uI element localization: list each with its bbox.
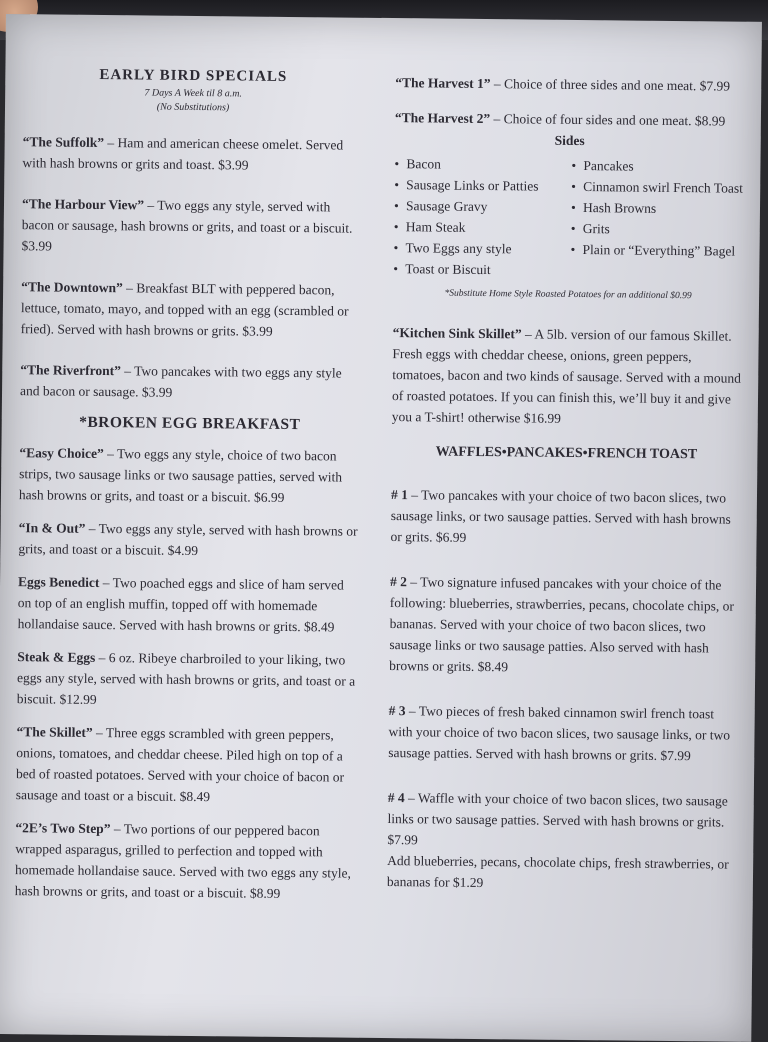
item-desc: – Two eggs any style, choice of two bacon strips, two sausage links or two sausage patties, served with hash browns or grits, and toast or a biscuit. $6.99 — [18, 446, 343, 505]
item-name: # 1 — [390, 487, 408, 503]
item-name: # 3 — [388, 703, 406, 719]
broken-egg-title: *BROKEN EGG BREAKFAST — [79, 413, 301, 434]
side-item: • Hash Browns — [571, 197, 744, 220]
menu-item — [388, 700, 739, 767]
side-item: • Plain or “Everything” Bagel — [570, 239, 743, 262]
menu-item — [18, 517, 358, 563]
item-name: “Easy Choice” — [19, 445, 104, 462]
item-name: “The Harbour View” — [21, 196, 145, 213]
sides-title: Sides — [554, 132, 585, 149]
menu-item — [21, 276, 362, 343]
side-item: • Sausage Links or Patties — [394, 174, 567, 197]
item-desc: – Two eggs any style, served with bacon or sausage, hash browns or grits, and toast or a biscuit. $3.99 — [21, 197, 353, 254]
menu-item — [19, 442, 360, 509]
right-column — [387, 72, 746, 896]
item-desc: – Breakfast BLT with peppered bacon, lettuce, tomato, mayo, and topped with an egg (scrambled or fried). Served with hash browns or grits. $3.99 — [20, 280, 349, 339]
early-bird-note: (No Substitutions) — [156, 101, 230, 114]
item-name: “The Downtown” — [21, 279, 123, 296]
side-item: • Two Eggs any style — [393, 237, 566, 260]
item-name: # 2 — [389, 574, 408, 590]
left-column — [15, 64, 364, 905]
menu-item — [395, 107, 745, 132]
item-desc: – Choice of three sides and one meat. $7.99 — [490, 76, 731, 94]
side-item: • Pancakes — [571, 155, 744, 178]
item-name: “The Riverfront” — [20, 362, 121, 379]
early-bird-title: EARLY BIRD SPECIALS — [99, 66, 288, 85]
sides-list — [393, 153, 744, 283]
item-desc: – Two eggs any style, served with hash browns or grits, and toast or a biscuit. $4.99 — [18, 520, 358, 559]
item-name: “The Harvest 2” — [394, 110, 491, 127]
item-desc: – Three eggs scrambled with green peppers, onions, tomatoes, and cheddar cheese. Piled high on top of a bed of roasted potatoes. Served with your choice of bacon or sausage and toast or a biscuit. $8.49 — [15, 724, 345, 805]
item-desc: – Ham and american cheese omelet. Served with hash browns or grits and toast. $3.99 — [22, 135, 344, 173]
item-desc: – Two portions of our peppered bacon wrapped asparagus, grilled to perfection and topped with homemade hollandaise sauce. Served with two eggs any style, hash browns or grits, and toast or a biscuit. $8.99 — [14, 821, 352, 901]
waffles-addon: Add blueberries, pecans, chocolate chips, fresh strawberries, or bananas for $1.29 — [386, 853, 729, 891]
side-item: • Ham Steak — [394, 216, 567, 239]
item-desc: – Two pancakes with two eggs any style and bacon or sausage. $3.99 — [19, 363, 342, 400]
sides-right-list — [570, 155, 744, 283]
menu-item — [390, 484, 741, 551]
item-name: “The Suffolk” — [22, 134, 105, 151]
menu-item — [387, 787, 738, 854]
item-name: “The Skillet” — [16, 724, 93, 740]
item-name: “The Harvest 1” — [395, 75, 491, 92]
item-name: Eggs Benedict — [17, 574, 100, 591]
menu-item — [20, 359, 360, 405]
item-desc: – Waffle with your choice of two bacon slices, two sausage links or two sausage patties. Served with hash browns or grits. $7.99 — [387, 790, 728, 848]
side-item: • Toast or Biscuit — [393, 258, 566, 281]
side-item: • Grits — [571, 218, 744, 241]
menu-page — [0, 14, 762, 1042]
item-name: “In & Out” — [18, 520, 86, 536]
menu-item — [392, 322, 743, 431]
menu-item — [22, 131, 362, 177]
menu-item — [17, 646, 358, 713]
menu-item — [18, 571, 359, 638]
item-desc: – Two pieces of fresh baked cinnamon swirl french toast with your choice of two bacon slices, two sausage links, or two sausage patties. Served with hash browns or grits. $7.99 — [388, 703, 731, 764]
item-name: “Kitchen Sink Skillet” — [392, 325, 522, 342]
menu-item — [389, 571, 740, 680]
item-desc: – Two poached eggs and slice of ham served on top of an english muffin, topped off with homemade hollandaise sauce. Served with hash browns or grits. $8.49 — [17, 575, 344, 635]
item-name: Steak & Eggs — [17, 649, 96, 665]
item-desc: – Choice of four sides and one meat. $8.99 — [490, 111, 726, 129]
sides-note: *Substitute Home Style Roasted Potatoes for an additional $0.99 — [444, 288, 692, 302]
side-item: • Cinnamon swirl French Toast — [571, 176, 744, 199]
item-desc: – 6 oz. Ribeye charbroiled to your liking, two eggs any style, served with hash browns or grits, and toast or a biscuit. $12.99 — [16, 649, 356, 707]
menu-item — [21, 193, 362, 260]
item-name: # 4 — [387, 790, 405, 806]
menu-item — [395, 72, 745, 97]
waffles-title: WAFFLES•PANCAKES•FRENCH TOAST — [435, 444, 698, 463]
menu-item — [15, 817, 356, 905]
side-item: • Sausage Gravy — [394, 195, 567, 218]
early-bird-hours: 7 Days A Week til 8 a.m. — [144, 87, 243, 100]
sides-left-list — [393, 153, 567, 281]
item-desc: – Two signature infused pancakes with your choice of the following: blueberries, strawberries, pecans, chocolate chips, or bananas. Served with your choice of two bacon slices, two sausage links or two sausage patties. Also served with hash browns or grits. $8.49 — [389, 574, 735, 675]
menu-item — [16, 721, 357, 809]
item-name: “2E’s Two Step” — [15, 820, 111, 837]
item-desc: – Two pancakes with your choice of two bacon slices, two sausage links, or two sausage patties. Served with hash browns or grits. $6.99 — [390, 487, 731, 545]
side-item: • Bacon — [394, 153, 567, 176]
item-desc: – A 5lb. version of our famous Skillet. Fresh eggs with cheddar cheese, onions, green peppers, tomatoes, bacon and two kinds of sausage. Served with a mound of roasted potatoes. If you can finish this, we’ll buy it and give you a T-shirt! otherwise $16.99 — [391, 326, 741, 426]
